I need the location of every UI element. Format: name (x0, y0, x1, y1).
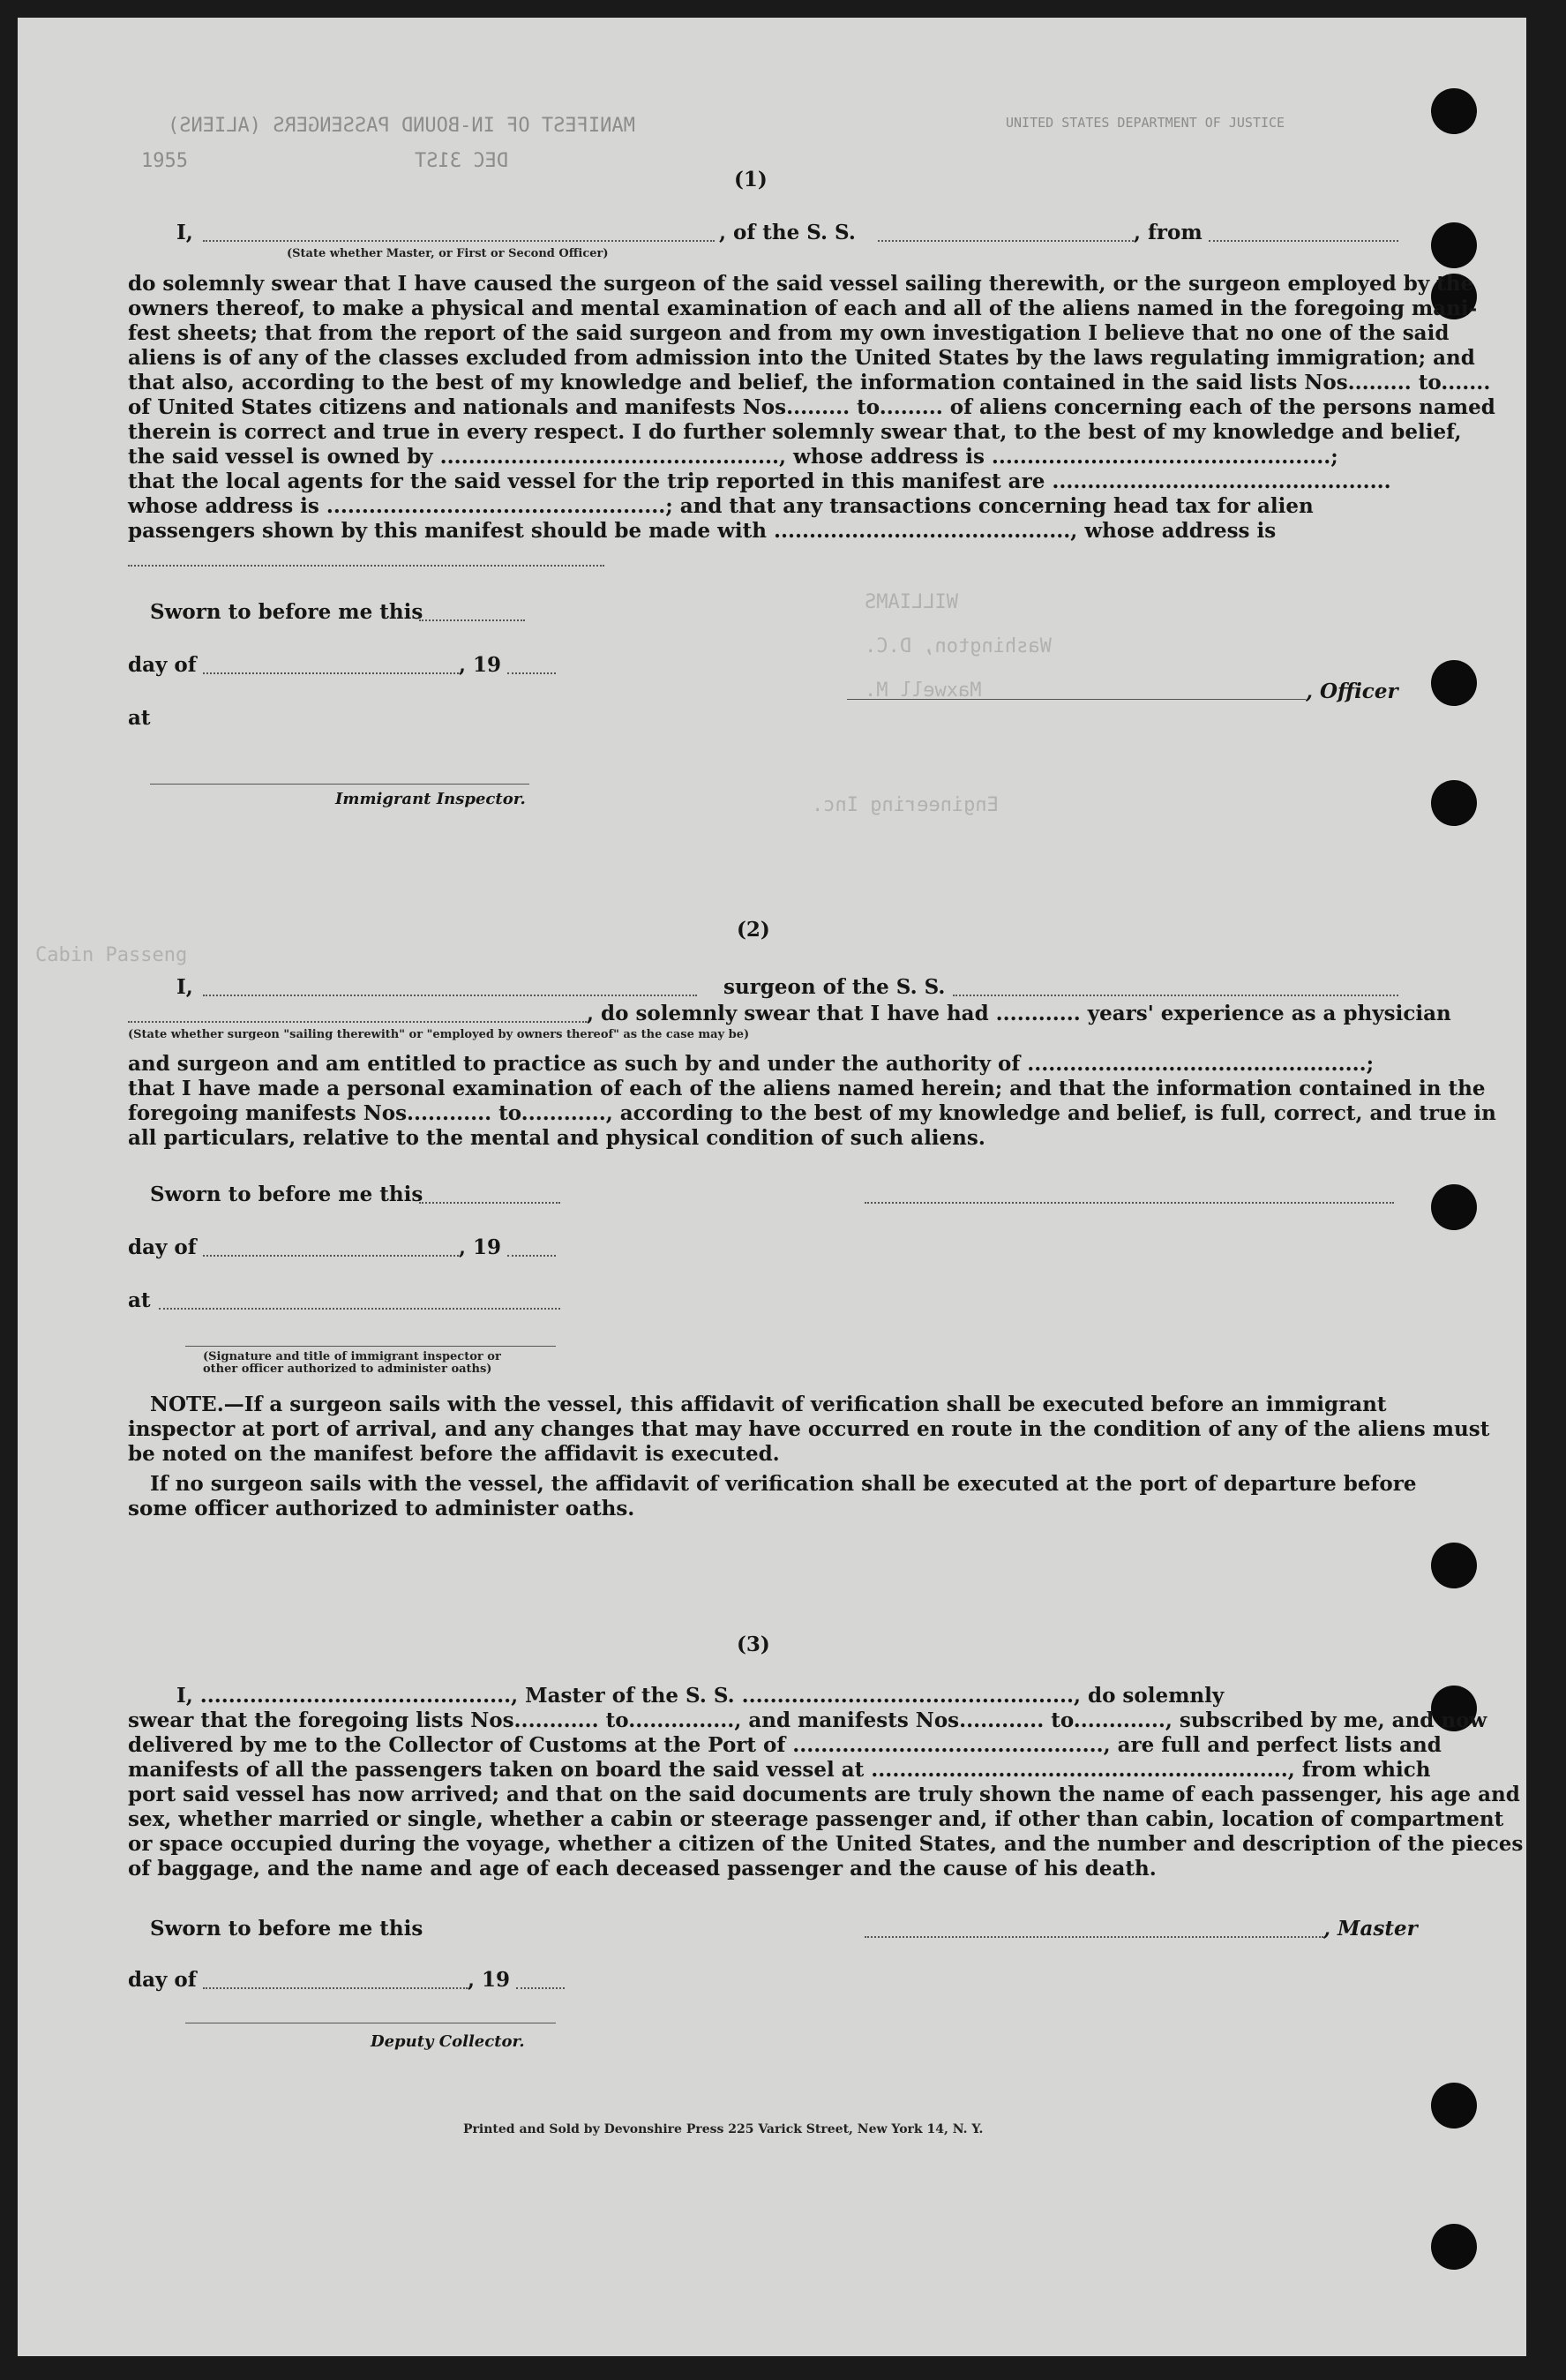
punch-hole (1431, 660, 1477, 706)
punch-hole (1431, 1184, 1477, 1230)
s2-note-line: inspector at port of arrival, and any changes that may have occurred en route in the condition of any of the aliens must (128, 1417, 1490, 1441)
s2-para-line: that I have made a personal examination of each of the aliens named herein; and that the information contained in the (128, 1077, 1486, 1100)
s2-note-line: If no surgeon sails with the vessel, the affidavit of verification shall be executed at the port of departure before (150, 1472, 1417, 1496)
s2-at: at (128, 1288, 151, 1312)
s1-para-line: that the local agents for the said vessel for the trip reported in this manifest are ................................................ (128, 469, 1391, 493)
s3-nineteen: , 19 (468, 1968, 511, 1992)
s1-at: at (128, 706, 151, 730)
s2-surgeon-name-field[interactable] (203, 995, 697, 996)
s1-inspector: Immigrant Inspector. (335, 790, 526, 808)
s1-officer-field[interactable] (203, 240, 715, 242)
s1-from-field[interactable] (1209, 240, 1398, 242)
s3-day-field[interactable] (203, 1987, 468, 1989)
s3-deputy: Deputy Collector. (371, 2032, 525, 2051)
s2-note-line: be noted on the manifest before the affidavit is executed. (128, 1442, 780, 1466)
s1-line1-end: , from (1134, 221, 1203, 244)
s2-surgeon-sig-line[interactable] (865, 1202, 1394, 1204)
s3-para-line: of baggage, and the name and age of each deceased passenger and the cause of his death. (128, 1857, 1157, 1881)
s1-para-line: owners thereof, to make a physical and mental examination of each and all of the aliens named in the foregoing mani- (128, 297, 1478, 320)
faint-header-right: UNITED STATES DEPARTMENT OF JUSTICE (1006, 115, 1285, 131)
s2-day-of: day of (128, 1235, 197, 1259)
section-2-heading: (2) (737, 918, 770, 942)
bleed-text: Maxwell M. (865, 679, 982, 702)
s1-para-line: whose address is ................................................; and that any transactions concerning head tax for alien (128, 494, 1314, 518)
s1-sworn-field[interactable] (419, 619, 525, 621)
punch-hole (1431, 1543, 1477, 1588)
punch-hole (1431, 2224, 1477, 2270)
printer-footer: Printed and Sold by Devonshire Press 225 Varick Street, New York 14, N. Y. (463, 2122, 984, 2136)
s1-officer-sig-line[interactable] (847, 699, 1306, 700)
punch-hole (1431, 222, 1477, 268)
s3-master-sig-line[interactable] (865, 1936, 1323, 1938)
s2-sig-caption-1: (Signature and title of immigrant inspector or (203, 1350, 501, 1363)
s2-sig-caption-2: other officer authorized to administer oaths) (203, 1363, 492, 1376)
bleed-text: Washington, D.C. (865, 635, 1052, 657)
punch-hole (1431, 88, 1477, 134)
s3-master: , Master (1323, 1917, 1418, 1941)
s1-line1-mid: , of the S. S. (719, 221, 856, 244)
s2-day-field[interactable] (203, 1255, 459, 1257)
punch-hole (1431, 2083, 1477, 2128)
s1-para-line: that also, according to the best of my knowledge and belief, the information contained in the said lists Nos......... to....... (128, 371, 1491, 394)
s1-nineteen: , 19 (459, 653, 502, 677)
s1-para-line: the said vessel is owned by ................................................, whose address is ................................................; (128, 445, 1338, 469)
s3-para-line: delivered by me to the Collector of Customs at the Port of ............................................, are full and perfect lists and (128, 1733, 1442, 1757)
s2-para-line: foregoing manifests Nos............ to............, according to the best of my knowledge and belief, is full, correct, and true in (128, 1101, 1496, 1125)
s1-para-line: passengers shown by this manifest should be made with .........................................., whose address is (128, 519, 1277, 543)
s1-para-line: therein is correct and true in every respect. I do further solemnly swear that, to the best of my knowledge and belief, (128, 420, 1462, 444)
s3-para-line: port said vessel has now arrived; and that on the said documents are truly shown the name of each passenger, his age and (128, 1783, 1520, 1806)
s3-year-field[interactable] (516, 1987, 565, 1989)
s1-year-field[interactable] (507, 672, 556, 674)
s2-sworn: Sworn to before me this (150, 1182, 423, 1206)
s1-address-field[interactable] (128, 565, 604, 567)
s1-inspector-sig-line[interactable] (150, 784, 529, 785)
s1-para-line: do solemnly swear that I have caused the surgeon of the said vessel sailing therewith, or the surgeon employed by the (128, 272, 1474, 296)
s2-sworn-field[interactable] (419, 1202, 560, 1204)
s2-line1-mid: surgeon of the S. S. (723, 975, 946, 999)
s1-vessel-field[interactable] (878, 240, 1134, 242)
s1-para-line: aliens is of any of the classes excluded from admission into the United States by the laws regulating immigration; and (128, 346, 1475, 370)
s1-sworn: Sworn to before me this (150, 600, 423, 624)
punch-hole (1431, 780, 1477, 826)
s2-vessel-field[interactable] (953, 995, 1398, 996)
s1-para-line: of United States citizens and nationals and manifests Nos......... to......... of aliens concerning each of the persons named (128, 395, 1495, 419)
s2-caption: (State whether surgeon "sailing therewith" or "employed by owners thereof" as the case may be) (128, 1028, 750, 1041)
section-1-heading: (1) (734, 168, 768, 191)
bleed-text: Engineering Inc. (812, 794, 999, 816)
faint-year: 1955 (141, 150, 188, 172)
s2-at-field[interactable] (159, 1308, 560, 1310)
s3-day-of: day of (128, 1968, 197, 1992)
s1-line1-prefix: I, (176, 221, 193, 244)
document-page (18, 18, 1526, 2356)
bleed-text: WILLIAMS (865, 591, 958, 613)
s2-note-line: NOTE.—If a surgeon sails with the vessel, this affidavit of verification shall be executed before an immigrant (150, 1393, 1387, 1416)
s3-para-line: or space occupied during the voyage, whether a citizen of the United States, and the number and description of the pieces (128, 1832, 1524, 1856)
s1-para-line: fest sheets; that from the report of the said surgeon and from my own investigation I believe that no one of the said (128, 321, 1450, 345)
s3-para-line: sex, whether married or single, whether a cabin or steerage passenger and, if other than cabin, location of compartment (128, 1807, 1504, 1831)
s2-year-field[interactable] (507, 1255, 556, 1257)
section-3-heading: (3) (737, 1633, 770, 1656)
s2-type-field[interactable] (128, 1021, 587, 1023)
s3-para-line: swear that the foregoing lists Nos............ to..............., and manifests Nos............ to............., subscribed by me, and now (128, 1708, 1487, 1732)
s2-para-line: and surgeon and am entitled to practice as such by and under the authority of ................................................; (128, 1052, 1375, 1076)
s2-line2: , do solemnly swear that I have had ............ years' experience as a physician (587, 1002, 1451, 1025)
s2-note-line: some officer authorized to administer oaths. (128, 1497, 635, 1520)
s1-caption: (State whether Master, or First or Second Officer) (287, 247, 609, 260)
s1-officer: , Officer (1306, 679, 1398, 703)
s2-sig-line[interactable] (185, 1346, 556, 1347)
s2-line1-prefix: I, (176, 975, 193, 999)
s1-day-of: day of (128, 653, 197, 677)
s1-day-field[interactable] (203, 672, 459, 674)
s2-nineteen: , 19 (459, 1235, 502, 1259)
faint-header-left: MANIFEST OF IN-BOUND PASSENGERS (ALIENS) (168, 115, 635, 137)
faint-date: DEC 31ST (415, 150, 508, 172)
s3-para-line: manifests of all the passengers taken on board the said vessel at ..........................................................., from which (128, 1758, 1431, 1782)
bleed-text: Cabin Passeng (35, 944, 188, 966)
s3-para-line: I, ............................................, Master of the S. S. ..............................................., do solemnly (176, 1684, 1225, 1708)
s2-para-line: all particulars, relative to the mental and physical condition of such aliens. (128, 1126, 985, 1150)
s3-sworn: Sworn to before me this (150, 1917, 423, 1941)
